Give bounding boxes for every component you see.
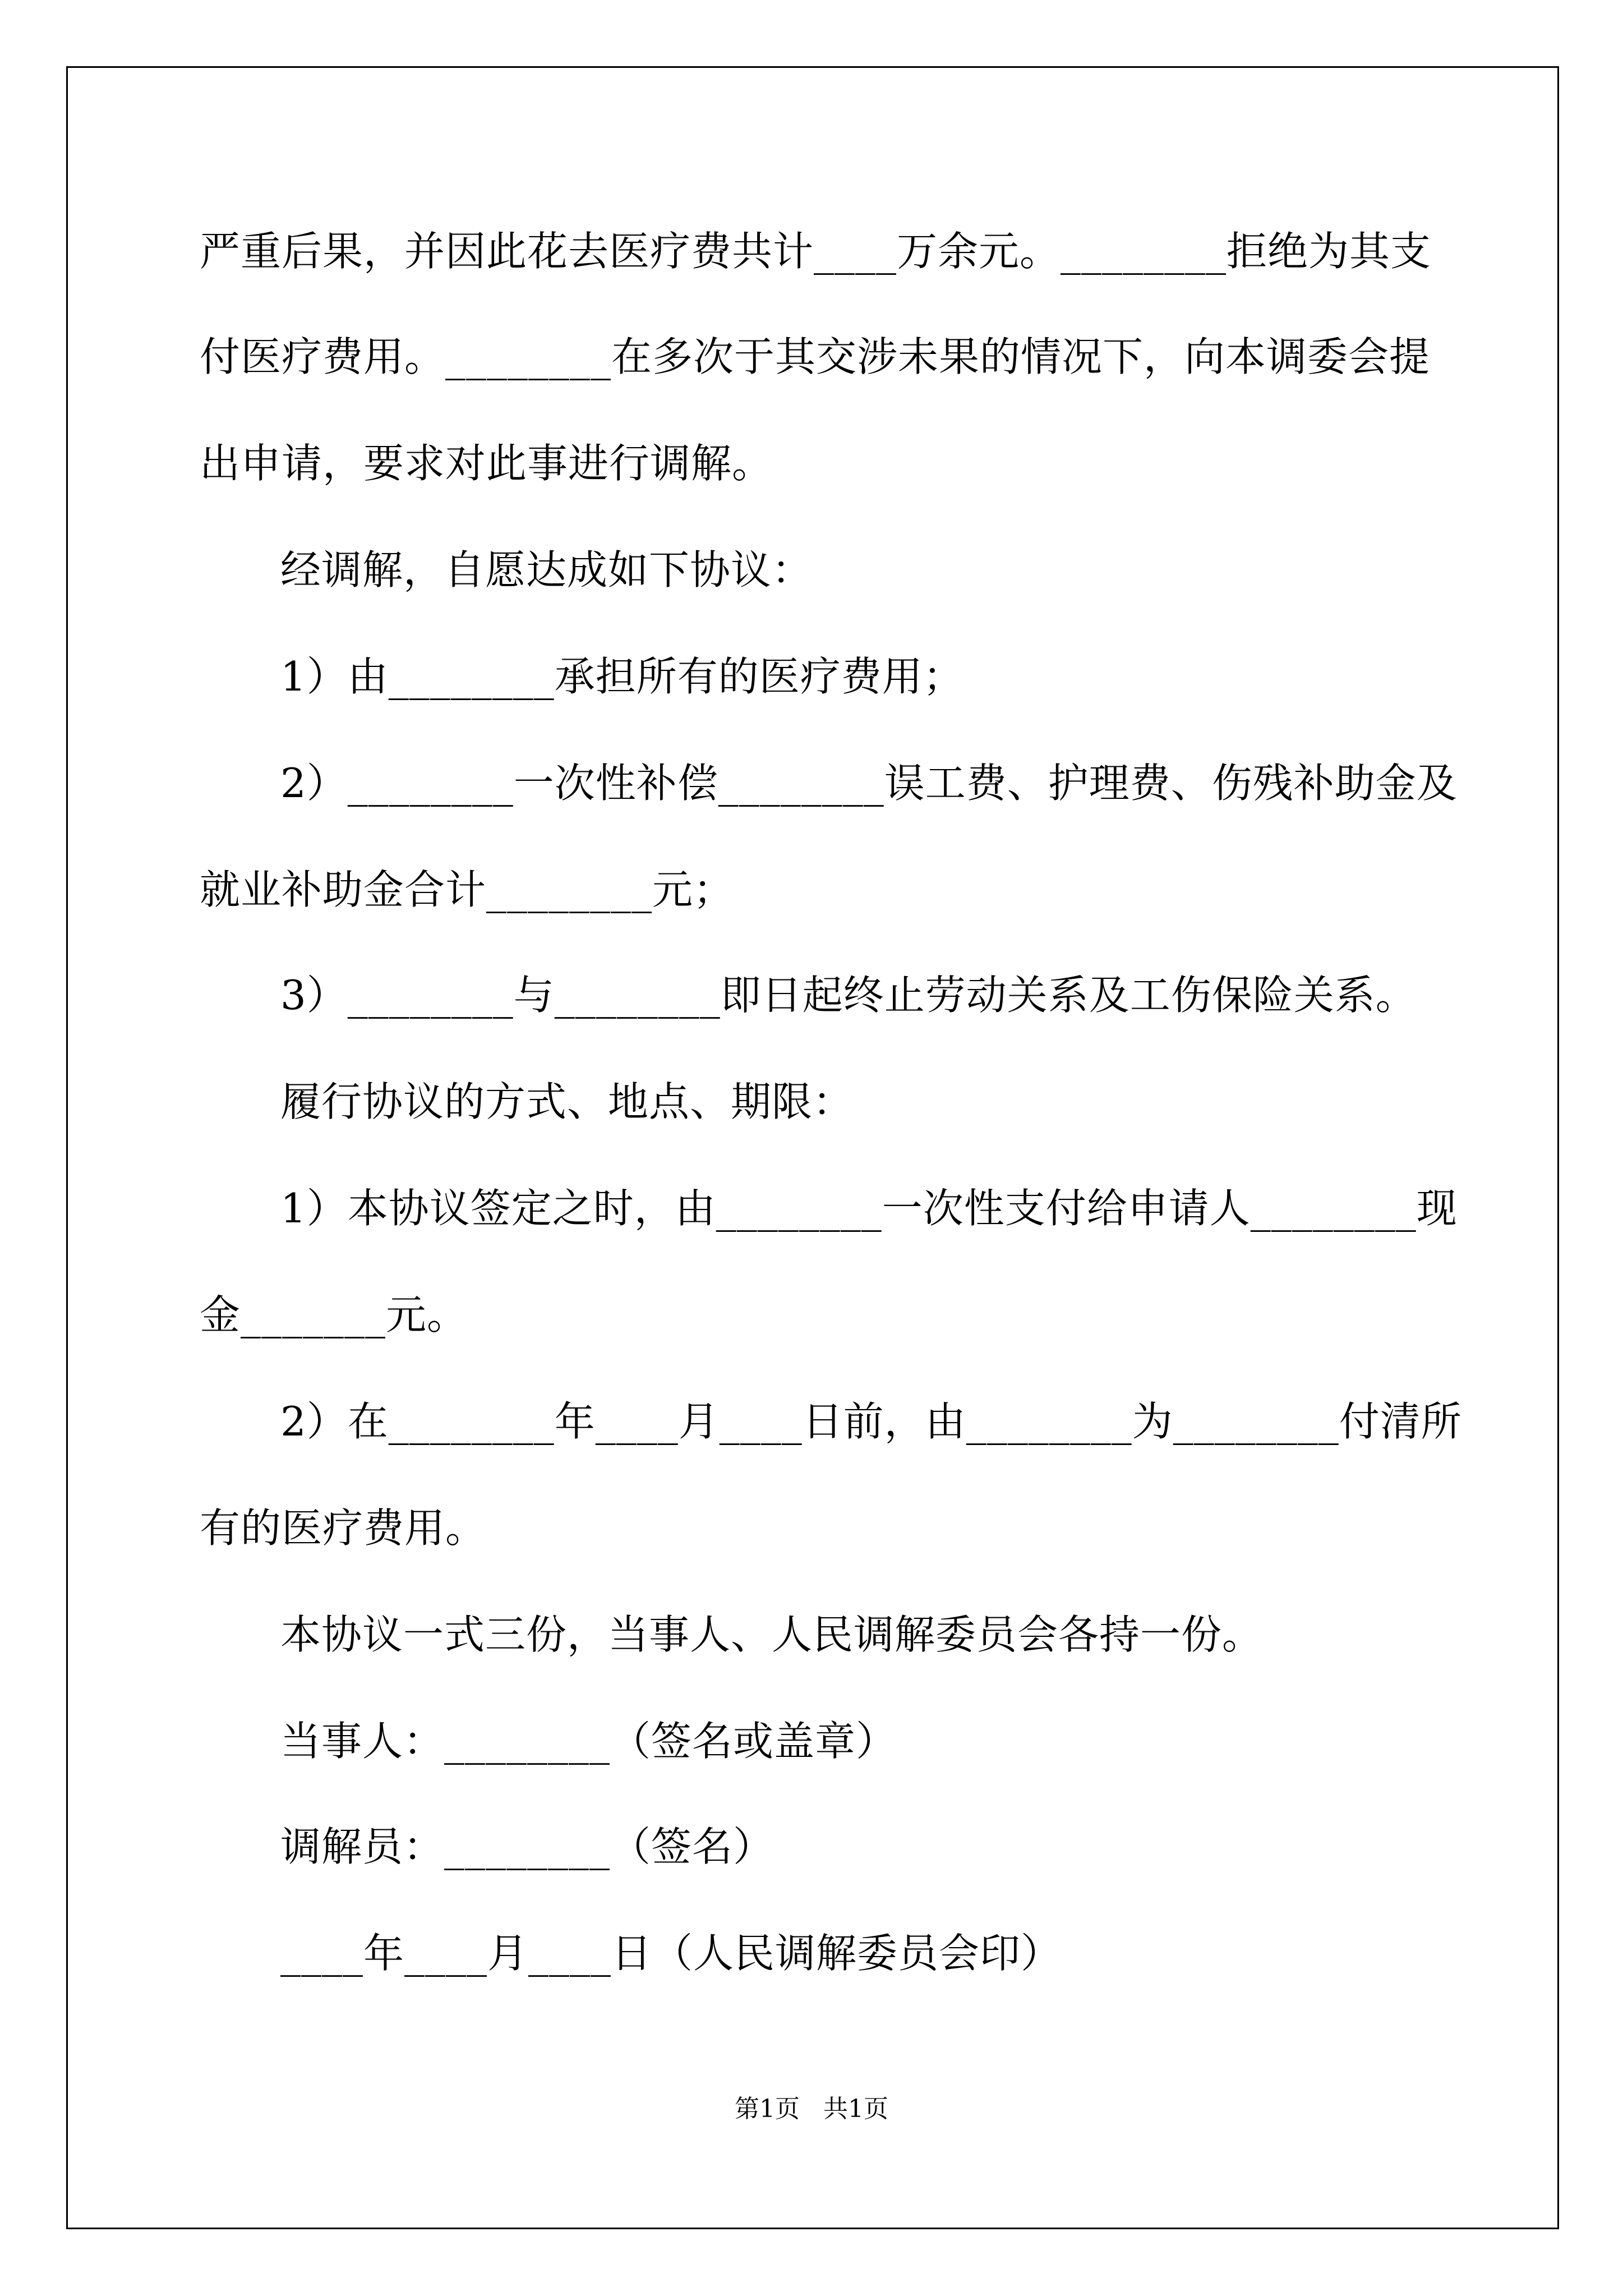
paragraph-copies: 本协议一式三份，当事人、人民调解委员会各持一份。: [280, 1611, 1264, 1658]
signature-mediator: 调解员：________（签名）: [280, 1823, 774, 1870]
paragraph-performance-2-cont: 有的医疗费用。: [200, 1504, 487, 1552]
paragraph-agreement-intro: 经调解，自愿达成如下协议：: [280, 546, 813, 593]
signature-party: 当事人：________（签名或盖章）: [280, 1718, 897, 1765]
paragraph-item-2: 2）________一次性补偿________误工费、护理费、伤残补助金及: [280, 760, 1458, 807]
paragraph-item-3: 3）________与________即日起终止劳动关系及工伤保险关系。: [280, 972, 1417, 1019]
paragraph-line-3: 出申请，要求对此事进行调解。: [200, 440, 773, 487]
paragraph-performance-1: 1）本协议签定之时，由________一次性支付给申请人________现: [280, 1185, 1458, 1232]
page-border: [66, 66, 1559, 2229]
paragraph-item-1: 1）由________承担所有的医疗费用；: [280, 653, 964, 700]
page-footer: 第1页 共1页: [735, 2095, 888, 2123]
paragraph-item-2-cont: 就业补助金合计________元；: [200, 866, 735, 913]
paragraph-line-2: 付医疗费用。________在多次于其交涉未果的情况下，向本调委会提: [200, 333, 1431, 380]
paragraph-performance-2: 2）在________年____月____日前，由________为________付清所: [280, 1398, 1462, 1445]
signature-date-seal: ____年____月____日（人民调解委员会印）: [280, 1930, 1062, 1977]
paragraph-line-1: 严重后果，并因此花去医疗费共计____万余元。________拒绝为其支: [200, 228, 1432, 275]
paragraph-performance-intro: 履行协议的方式、地点、期限：: [280, 1078, 854, 1125]
paragraph-performance-1-cont: 金_______元。: [200, 1291, 468, 1338]
